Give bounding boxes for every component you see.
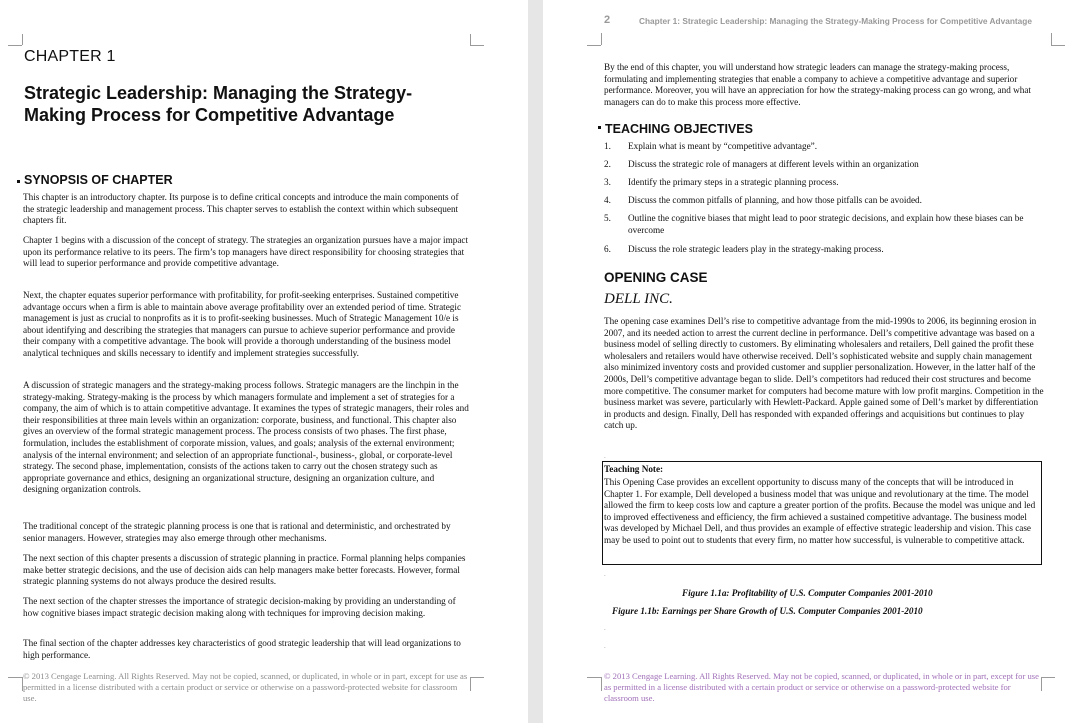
chapter-label: CHAPTER 1 [24, 48, 116, 65]
opening-case-heading: OPENING CASE [604, 270, 708, 285]
page-number: 2 [604, 14, 611, 26]
copyright-footer: © 2013 Cengage Learning. All Rights Reserved. May not be copied, scanned, or duplicated, in whole or in part, except for use as permitted in a license distributed with a certain product or service or otherwise on a password-protected website for classroom use. [23, 671, 468, 703]
objective-number: 4. [604, 195, 611, 205]
chapter-title: Strategic Leadership: Managing the Strategy-Making Process for Competitive Advantage [24, 83, 413, 125]
synopsis-paragraph: A discussion of strategic managers and the strategy-making process follows. Strategic managers are the linchpin in the strategy-making. Strategy-making is the process by which managers formulate and implement a set of strategies for a company, the aim of which is to attain competitive advantage. It examines the types of strategic managers, their roles and their responsibilities at three main levels within an organization: corporate, business, and functional. This chapter also gives an overview of the formal strategic management process. The process consists of two phases. The first phase, formulation, includes the establishment of corporate mission, values, and goals; analysis of the external environment; analysis of the internal environment; and selection of an appropriate functional-, business-, global, or corporate-level strategy. The second phase, implementation, consists of the actions taken to carry out the chosen strategy such as appropriate governance and ethics, designing an organizational structure, designing an organization culture, and designing organization controls. [23, 380, 469, 495]
figure-caption: Figure 1.1a: Profitability of U.S. Computer Companies 2001-2010 [682, 588, 933, 598]
synopsis-paragraph: The final section of the chapter addresses key characteristics of good strategic leadership that will lead organizations to high performance. [23, 638, 461, 660]
case-title: DELL INC. [604, 291, 673, 307]
objective-text: Discuss the strategic role of managers at different levels within an organization [628, 159, 919, 169]
objective-number: 6. [604, 244, 611, 254]
objective-text: Explain what is meant by “competitive advantage”. [628, 141, 818, 151]
paragraph-mark: . [604, 642, 606, 650]
objective-number: 2. [604, 159, 611, 169]
teaching-note-text: This Opening Case provides an excellent opportunity to discuss many of the concepts that will be introduced in Chapter 1. For example, Dell developed a business model that was unique and revolutionary at the time. The model allowed the firm to keep costs low and capture a greater portion of the profits. Because the model was unique and led to improved effectiveness and efficiency, the firm achieved a sustained competitive advantage. The business model was developed by Michael Dell, and thus provides an example of effective strategic leadership and vision. This case may be used to point out to students that every firm, no matter how successful, is vulnerable to competitive attack. [604, 477, 1036, 545]
synopsis-paragraph: This chapter is an introductory chapter. Its purpose is to define critical concepts and introduce the main components of the strategic leadership and management process. This chapter serves to establish the context within which subsequent chapters fit. [23, 192, 459, 226]
running-header: Chapter 1: Strategic Leadership: Managing the Strategy-Making Process for Competitive Advantage [639, 16, 1032, 26]
intro-paragraph: By the end of this chapter, you will understand how strategic leaders can manage the strategy-making process, formulating and implementing strategies that enable a company to achieve a competitive advantage and superior performance. Moreover, you will have an appreciation for how the strategy-making process can go wrong, and what managers can do to make this process more effective. [604, 62, 1031, 107]
objective-text: Discuss the common pitfalls of planning, and how those pitfalls can be avoided. [628, 195, 922, 205]
objective-text: Discuss the role strategic leaders play in the strategy-making process. [628, 244, 884, 254]
paragraph-mark: . [604, 624, 606, 632]
heading-bullet [17, 180, 20, 183]
case-paragraph: The opening case examines Dell’s rise to competitive advantage from the mid-1990s to 2006, its beginning erosion in 2007, and its needed action to arrest the current decline in performance. Dell’s competitive advantage was based on a business model of selling directly to customers. By eliminating wholesalers and retailers, Dell gained the profit these wholesalers and retailers would have otherwise received. Dell’s sophisticated website and supply chain management also minimized inventory costs and provided customer and supplier personalization. However, in the latter half of the 2000s, Dell’s competitive advantage began to slide. Dell’s competitors had reduced their cost structures and become more competitive. The consumer market for computers had become mature with low profit margins. Competition in the business market was severe, particularly with Hewlett-Packard. Apple gained some of Dell’s market by differentiation in products and design. Finally, Dell has responded with expanded offerings and acquisitions but continues to play catch up. [604, 316, 1044, 431]
synopsis-paragraph: Next, the chapter equates superior performance with profitability, for profit-seeking enterprises. Sustained competitive advantage occurs when a firm is able to maintain above average profitability over an extended period of time. Strategic management is just as crucial to nonprofits as it is to profit-seeking businesses. Much of Strategic Management 10/e is about identifying and describing the strategies that managers can pursue to achieve superior performance and provide their company with a competitive advantage. The book will provide a thorough understanding of the business model analytical techniques and skills necessary to identify and implement strategies successfully. [23, 290, 462, 358]
teaching-note-label: Teaching Note: [604, 464, 664, 474]
objective-text: Outline the cognitive biases that might lead to poor strategic decisions, and explain how these biases can be overcome [628, 213, 1024, 235]
figure-caption: Figure 1.1b: Earnings per Share Growth of U.S. Computer Companies 2001-2010 [612, 606, 923, 616]
objectives-heading: TEACHING OBJECTIVES [605, 122, 753, 136]
objective-number: 3. [604, 177, 611, 187]
objective-number: 1. [604, 141, 611, 151]
synopsis-paragraph: The next section of this chapter presents a discussion of strategic planning in practice. Formal planning helps companies make better strategic decisions, and the use of decision aids can help managers make better forecasts. However, formal strategic planning systems do not always produce the desired results. [23, 553, 466, 587]
paragraph-mark: . [604, 570, 606, 578]
document-page-2 [543, 0, 1083, 723]
objective-text: Identify the primary steps in a strategic planning process. [628, 177, 839, 187]
page-gap [528, 0, 543, 723]
copyright-footer: © 2013 Cengage Learning. All Rights Reserved. May not be copied, scanned, or duplicated, in whole or in part, except for use as permitted in a license distributed with a certain product or service or otherwise on a password-protected website for classroom use. [604, 671, 1039, 703]
synopsis-paragraph: The next section of the chapter stresses the importance of strategic decision-making by providing an understanding of how cognitive biases impact strategic decision making along with techniques for improving decision making. [23, 596, 456, 618]
heading-bullet [598, 126, 601, 129]
objective-number: 5. [604, 213, 611, 223]
synopsis-paragraph: Chapter 1 begins with a discussion of the concept of strategy. The strategies an organization pursues have a major impact upon its performance relative to its peers. The firm’s top managers have direct responsibility for choosing strategies that will lead to superior performance and provide competitive advantage. [23, 235, 469, 269]
document-page-1 [0, 0, 528, 723]
paragraph-mark: . [604, 452, 606, 460]
synopsis-heading: SYNOPSIS OF CHAPTER [24, 173, 173, 187]
synopsis-paragraph: The traditional concept of the strategic planning process is one that is rational and deterministic, and orchestrated by senior managers. However, strategies may also emerge through other mechanisms. [23, 521, 451, 543]
